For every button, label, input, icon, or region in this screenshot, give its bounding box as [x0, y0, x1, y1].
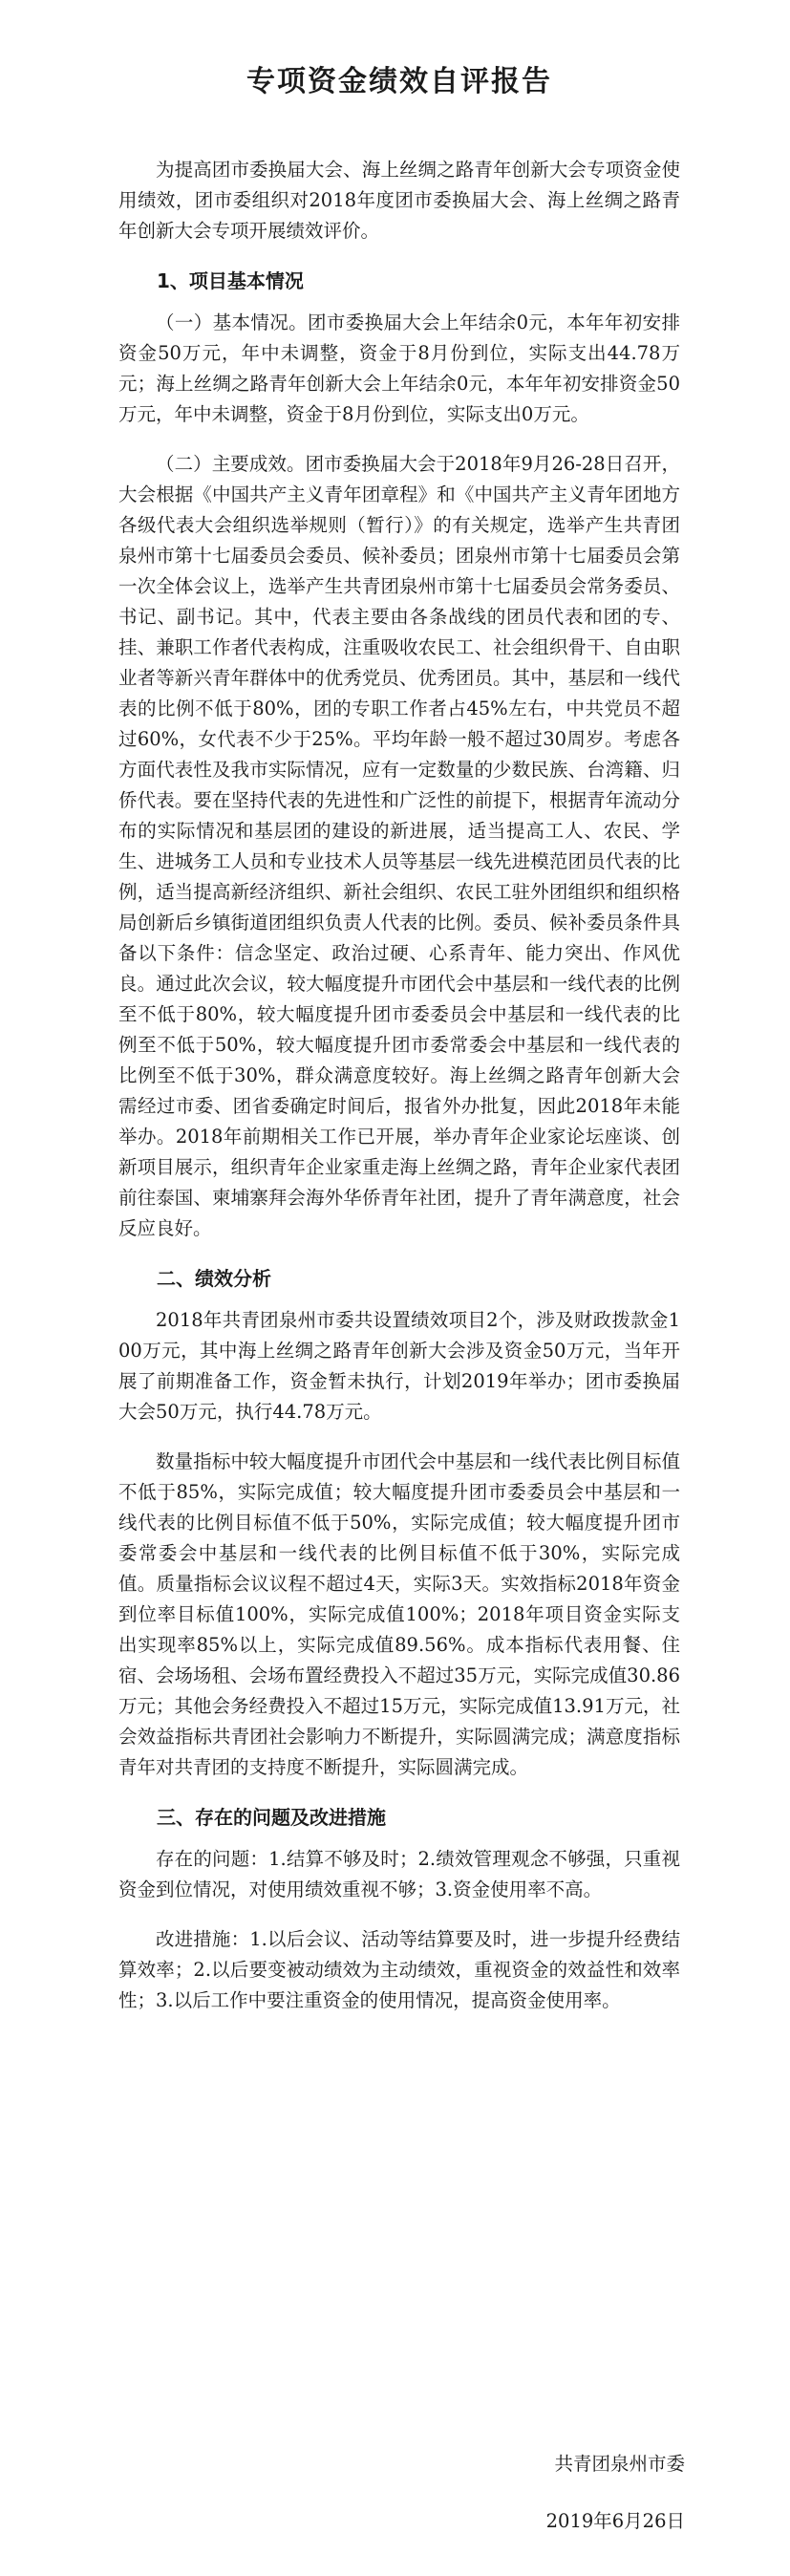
intro-paragraph: 为提高团市委换届大会、海上丝绸之路青年创新大会专项资金使用绩效，团市委组织对2018年度团市委换届大会、海上丝绸之路青年创新大会专项开展绩效评价。 [118, 159, 680, 242]
problems-paragraph: 存在的问题：1.结算不够及时；2.绩效管理观念不够强，只重视资金到位情况，对使用绩效重视不够；3.资金使用率不高。 [118, 1848, 680, 1900]
section-3-heading: 三、存在的问题及改进措施 [157, 1806, 386, 1829]
main-results-paragraph: （二）主要成效。团市委换届大会于2018年9月26-28日召开，大会根据《中国共产主义青年团章程》和《中国共产主义青年团地方各级代表大会组织选举规则（暂行）》的有关规定，选举产生共青团泉州市第十七届委员会委员、候补委员；团泉州市第十七届委员会第一次全体会议上，选举产生共青团泉州市第十七届委员会常务委员、书记、副书记。其中，代表主要由各条战线的团员代表和团的专、挂、兼职工作者代表构成，注重吸收农民工、社会组织骨干、自由职业者等新兴青年群体中的优秀党员、优秀团员。其中，基层和一线代表的比例不低于80%，团的专职工作者占45%左右，中共党员不超过60%，女代表不少于25%。平均年龄一般不超过30周岁。考虑各方面代表性及我市实际情况，应有一定数量的少数民族、台湾籍、归侨代表。要在坚持代表的先进性和广泛性的前提下，根据青年流动分布的实际情况和基层团的建设的新进展，适当提高工人、农民、学生、进城务工人员和专业技术人员等基层一线先进模范团员代表的比例，适当提高新经济组织、新社会组织、农民工驻外团组织和组织格局创新后乡镇街道团组织负责人代表的比例。委员、候补委员条件具备以下条件：信念坚定、政治过硬、心系青年、能力突出、作风优良。通过此次会议，较大幅度提升市团代会中基层和一线代表的比例至不低于80%，较大幅度提升团市委委员会中基层和一线代表的比例至不低于50%，较大幅度提升团市委常委会中基层和一线代表的比例至不低于30%，群众满意度较好。海上丝绸之路青年创新大会需经过市委、团省委确定时间后，报省外办批复，因此2018年未能举办。2018年前期相关工作已开展，举办青年企业家论坛座谈、创新项目展示，组织青年企业家重走海上丝绸之路，青年企业家代表团前往泰国、柬埔寨拜会海外华侨青年社团，提升了青年满意度，社会反应良好。 [118, 453, 680, 1239]
performance-paragraph-1: 2018年共青团泉州市委共设置绩效项目2个，涉及财政拨款金100万元，其中海上丝绸之路青年创新大会涉及资金50万元，当年开展了前期准备工作，资金暂未执行，计划2019年举办；团市委换届大会50万元，执行44.78万元。 [118, 1309, 680, 1423]
signature-block [546, 2449, 685, 2564]
signature-date: 2019年6月26日 [545, 2510, 685, 2532]
basic-situation-paragraph: （一）基本情况。团市委换届大会上年结余0元，本年年初安排资金50万元，年中未调整，资金于8月份到位，实际支出44.78万元；海上丝绸之路青年创新大会上年结余0元，本年年初安排资金50万元，年中未调整，资金于8月份到位，实际支出0万元。 [118, 311, 680, 425]
section-2-heading: 二、绩效分析 [157, 1267, 271, 1290]
signature-org: 共青团泉州市委 [554, 2453, 685, 2475]
measures-paragraph: 改进措施：1.以后会议、活动等结算要及时，进一步提升经费结算效率；2.以后要变被动绩效为主动绩效，重视资金的效益性和效率性；3.以后工作中要注重资金的使用情况，提高资金使用率。 [118, 1928, 680, 2011]
document-title: 专项资金绩效自评报告 [246, 65, 552, 98]
performance-paragraph-2: 数量指标中较大幅度提升市团代会中基层和一线代表比例目标值不低于85%，实际完成值；较大幅度提升团市委委员会中基层和一线代表的比例目标值不低于50%，实际完成值；较大幅度提升团市委常委会中基层和一线代表的比例目标值不低于30%，实际完成值。质量指标会议议程不超过4天，实际3天。实效指标2018年资金到位率目标值100%，实际完成值100%；2018年项目资金实际支出实现率85%以上，实际完成值89.56%。成本指标代表用餐、住宿、会场场租、会场布置经费投入不超过35万元，实际完成值30.86万元；其他会务经费投入不超过15万元，实际完成值13.91万元，社会效益指标共青团社会影响力不断提升，实际圆满完成；满意度指标青年对共青团的支持度不断提升，实际圆满完成。 [118, 1450, 680, 1778]
section-1-heading: 1、项目基本情况 [157, 269, 304, 292]
